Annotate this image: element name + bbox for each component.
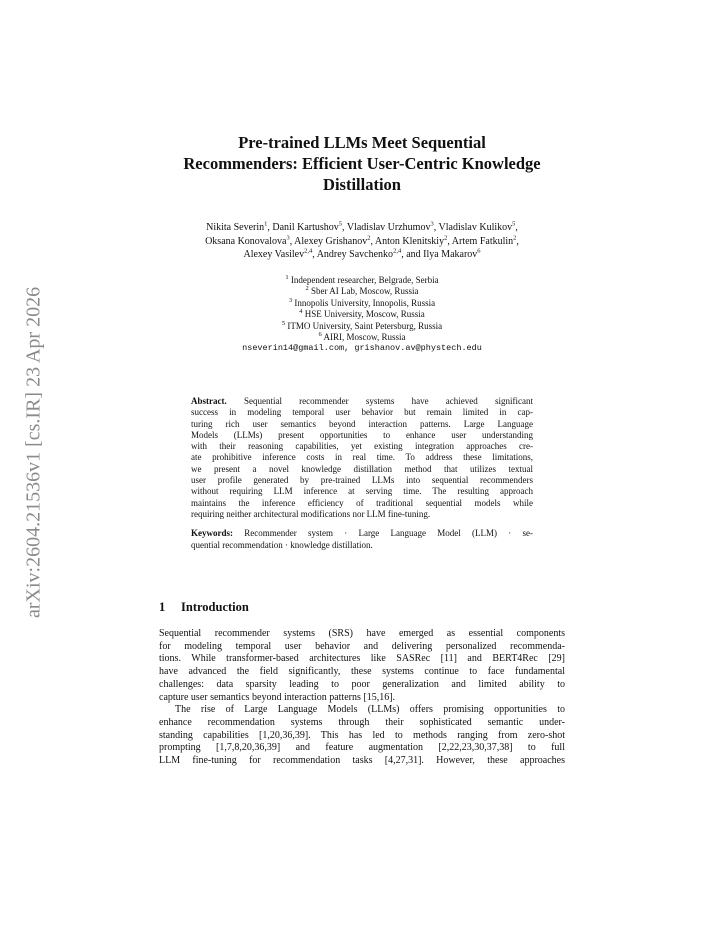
- author-name: Nikita Severin$^1$: [206, 220, 268, 233]
- author-name: and Ilya Makarov$^6$: [406, 247, 481, 260]
- author-affiliation-mark: 3: [286, 234, 290, 242]
- body-line: for modeling temporal user behavior and delivering personalized recommenda-: [159, 640, 565, 652]
- author-affiliation-mark: 2: [367, 234, 371, 242]
- paper-title: [140, 132, 584, 195]
- title-line: Pre-trained LLMs Meet Sequential: [238, 133, 486, 152]
- affiliation: $^6$ AIRI, Moscow, Russia: [318, 331, 406, 343]
- title-line: Distillation: [323, 175, 401, 194]
- abstract-line: user profile generated by pre-trained LLMs into sequential recommenders: [191, 475, 533, 486]
- abstract-label: Abstract.: [191, 396, 227, 406]
- body-line: standing capabilities [1,20,36,39]. This has led to methods ranging from zero-shot: [159, 729, 565, 741]
- abstract-line: without requiring LLM inference at serving time. The resulting approach: [191, 486, 533, 497]
- body-line: enhance recommendation systems through their sophisticated semantic under-: [159, 716, 565, 728]
- affiliation: $^4$ HSE University, Moscow, Russia: [299, 308, 425, 320]
- arxiv-margin-stamp: arXiv:2604.21536v1 [cs.IR] 23 Apr 2026: [22, 286, 45, 618]
- author-name: Oksana Konovalova$^3$: [205, 234, 290, 247]
- abstract-block: [191, 396, 533, 551]
- author-name: Artem Fatkulin$^2$: [451, 234, 517, 247]
- author-affiliation-mark: 2,4: [393, 247, 402, 255]
- author-affiliation-mark: 3: [430, 220, 434, 228]
- author-name: Alexey Grishanov$^2$: [294, 234, 371, 247]
- abstract-line: Abstract. Sequential recommender systems have achieved significant: [191, 396, 533, 406]
- body-line: LLM fine-tuning for recommendation tasks [4,27,31]. However, these approaches: [159, 755, 565, 767]
- body-line: challenges: data sparsity leading to poor generalization and limited ability to: [159, 678, 565, 690]
- author-name: Alexey Vasilev$^{2,4}$: [243, 247, 313, 260]
- affiliation: $^3$ Innopolis University, Innopolis, Russia: [288, 296, 436, 308]
- abstract-line: requiring neither architectural modifications nor LLM fine-tuning.: [191, 508, 431, 519]
- affiliation: $^1$ Independent researcher, Belgrade, Serbia: [285, 274, 439, 285]
- author-affiliation-mark: 2: [444, 234, 448, 242]
- author-name: Danil Kartushov$^5$: [272, 220, 343, 233]
- affiliation: $^5$ ITMO University, Saint Petersburg, Russia: [281, 319, 443, 331]
- body-line: have advanced the field significantly, these systems continue to face fundamental: [159, 666, 565, 678]
- author-affiliation-mark: 5: [512, 220, 516, 228]
- abstract-line: success in modeling temporal user behavior but remain limited in cap-: [191, 407, 533, 418]
- author-name: Andrey Savchenko$^{2,4}$: [316, 247, 402, 260]
- author-affiliation-mark: 5: [338, 220, 343, 228]
- abstract-line: Models (LLMs) present opportunities to enhance user understanding: [191, 429, 533, 440]
- author-name: Vladislav Urzhumov$^3$: [346, 220, 434, 233]
- keywords-text: [191, 528, 533, 551]
- keywords-line: quential recommendation · knowledge distillation.: [191, 539, 373, 550]
- author-affiliation-mark: 1: [264, 220, 268, 228]
- affiliation: $^2$ Sber AI Lab, Moscow, Russia: [305, 285, 419, 297]
- author-affiliation-mark: 2,4: [304, 247, 313, 255]
- keywords-line: Keywords: Recommender system · Large Language Model (LLM) · se-: [191, 528, 533, 539]
- keywords-label: Keywords:: [191, 528, 233, 539]
- author-list: Nikita Severin$^1$, Danil Kartushov$^5$, Vladislav Urzhumov$^3$, Vladislav Kulikov$^5$, Oksana Konovalova$^3$, Alexey Grishanov$^2$, Anton Klenitskiy$^2$, Artem Fatkulin$^2$, Alexey Vasilev$^{2,4}$, Andrey Savchenko$^{2,4}$, and Ilya Makarov$^6$: [205, 220, 519, 260]
- section-number: 1: [159, 600, 166, 614]
- body-text: [159, 628, 565, 768]
- abstract-line: with their reasoning capabilities, yet existing integration approaches cre-: [191, 441, 533, 452]
- title-line: Recommenders: Efficient User-Centric Knowledge: [183, 154, 541, 173]
- author-affiliation-mark: 6: [477, 247, 481, 255]
- affiliation-list: [180, 275, 544, 355]
- author-affiliation-mark: 2: [513, 234, 517, 242]
- body-line: The rise of Large Language Models (LLMs) offers promising opportunities to: [175, 704, 565, 716]
- body-line: Sequential recommender systems (SRS) have emerged as essential components: [159, 628, 565, 639]
- abstract-line: turing rich user semantics beyond interaction patterns. Large Language: [191, 418, 533, 429]
- body-line: tions. While transformer-based architectures like SASRec [11] and BERT4Rec [29]: [159, 653, 565, 665]
- contact-emails: nseverin14@gmail.com, grishanov.av@phystech.edu: [242, 343, 482, 354]
- abstract-line: we present a novel knowledge distillation method that utilizes textual: [191, 463, 533, 474]
- abstract-line: maintains the inference efficiency of traditional sequential models while: [191, 497, 533, 508]
- abstract-text: [191, 396, 533, 520]
- abstract-line: ate prohibitive inference costs in real time. To address these limitations,: [191, 452, 533, 463]
- author-name: Vladislav Kulikov$^5$: [438, 220, 516, 233]
- section-heading: [159, 599, 579, 615]
- body-line: prompting [1,7,8,20,36,39] and feature augmentation [2,22,23,30,37,38] to full: [159, 742, 565, 754]
- body-line: capture user semantics beyond interaction patterns [15,16].: [159, 691, 396, 703]
- author-name: Anton Klenitskiy$^2$: [374, 234, 448, 247]
- section-title: Introduction: [181, 600, 249, 614]
